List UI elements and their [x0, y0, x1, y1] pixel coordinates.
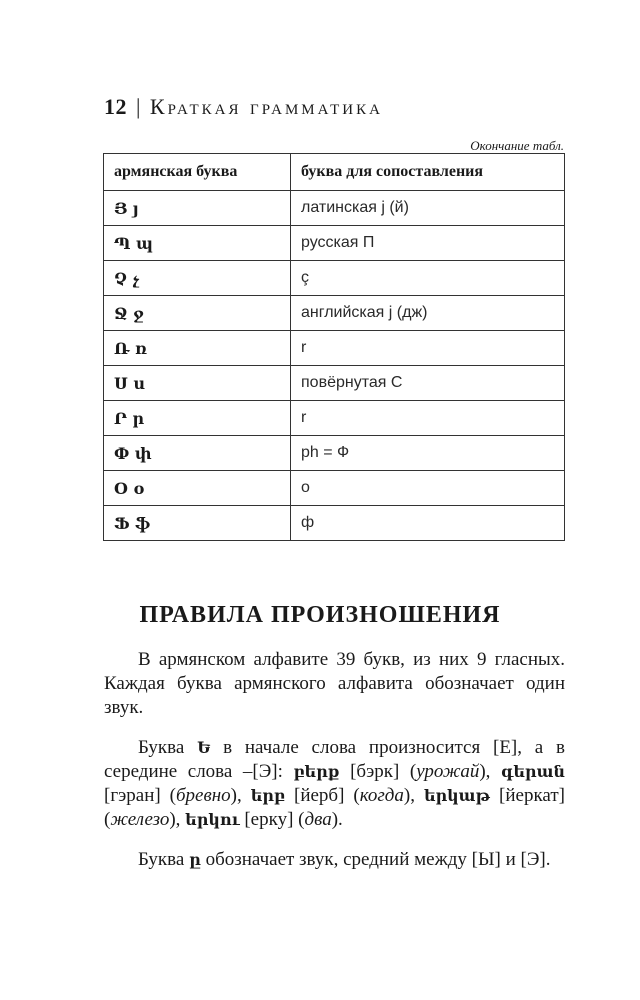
- armenian-letter-cell: Յ յ: [104, 191, 291, 226]
- running-head: [104, 94, 383, 120]
- text-run: [гэран] (: [104, 785, 176, 806]
- compare-letter-cell: r: [291, 401, 565, 436]
- text-run: в начале слова произносится [Е], а в середине слова –[Э]:: [104, 737, 566, 782]
- page-number: 12: [104, 94, 127, 119]
- armenian-letter-cell: Ռ ռ: [104, 331, 291, 366]
- text-run: обозначает звук, средний между [Ы] и [Э].: [200, 849, 551, 870]
- table-row: [104, 506, 565, 541]
- translation: когда: [359, 785, 404, 806]
- text-run: Буква: [138, 737, 198, 758]
- armenian-letter-cell: Ֆ ֆ: [104, 506, 291, 541]
- compare-letter-cell: ф: [291, 506, 565, 541]
- text-run: [ерку] (: [239, 809, 305, 830]
- compare-letter-cell: русская П: [291, 226, 565, 261]
- paragraph-text: В армянском алфавите 39 букв, из них 9 гласных. Каждая буква армянского алфавита обозначает один звук.: [104, 649, 565, 718]
- paragraph-letter-y: [104, 848, 565, 872]
- text-run: ),: [169, 809, 186, 830]
- text-run: Буква: [138, 849, 190, 870]
- text-run: [бэрк] (: [339, 761, 417, 782]
- text-run: ),: [403, 785, 424, 806]
- table-header-row: [104, 154, 565, 191]
- armenian-word: երկու: [185, 810, 240, 829]
- armenian-letter-cell: Ս ս: [104, 366, 291, 401]
- armenian-letter-cell: Օ օ: [104, 471, 291, 506]
- letters-table: [103, 153, 565, 541]
- compare-letter-cell: латинская j (й): [291, 191, 565, 226]
- table-row: [104, 261, 565, 296]
- table-row: [104, 471, 565, 506]
- table-row: [104, 366, 565, 401]
- paragraph-letter-e: [104, 736, 565, 832]
- translation: два: [304, 809, 332, 830]
- armenian-word: երբ: [250, 786, 286, 805]
- translation: железо: [110, 809, 170, 830]
- table-row: [104, 296, 565, 331]
- armenian-letter: ը: [189, 850, 201, 869]
- table-row: [104, 331, 565, 366]
- armenian-letter-cell: Պ պ: [104, 226, 291, 261]
- armenian-letter: Ե: [197, 738, 211, 757]
- table-continuation-note: Окончание табл.: [470, 138, 564, 153]
- text-run: ),: [230, 785, 251, 806]
- text-run: ),: [479, 761, 501, 782]
- column-header-armenian: армянская буква: [104, 154, 291, 191]
- armenian-letter-cell: Չ չ: [104, 261, 291, 296]
- armenian-word: բերք: [293, 762, 340, 781]
- table-row: [104, 226, 565, 261]
- text-run: [йерб] (: [285, 785, 360, 806]
- compare-letter-cell: английская j (дж): [291, 296, 565, 331]
- compare-letter-cell: r: [291, 331, 565, 366]
- compare-letter-cell: повёрнутая С: [291, 366, 565, 401]
- header-separator: |: [136, 94, 141, 119]
- compare-letter-cell: o: [291, 471, 565, 506]
- text-run: [йеркат] (: [104, 785, 566, 830]
- table-row: [104, 191, 565, 226]
- table-row: [104, 401, 565, 436]
- compare-letter-cell: ç: [291, 261, 565, 296]
- translation: бревно: [175, 785, 231, 806]
- compare-letter-cell: ph = Ф: [291, 436, 565, 471]
- table-row: [104, 436, 565, 471]
- book-title: Краткая грамматика: [149, 94, 383, 119]
- text-run: ).: [331, 809, 343, 830]
- armenian-letter-cell: Ր ր: [104, 401, 291, 436]
- armenian-letter-cell: Ջ ջ: [104, 296, 291, 331]
- armenian-word: երկաթ: [423, 786, 491, 805]
- translation: урожай: [416, 761, 480, 782]
- paragraph-alphabet: [104, 648, 565, 720]
- section-title: ПРАВИЛА ПРОИЗНОШЕНИЯ: [139, 602, 501, 628]
- armenian-letter-cell: Փ փ: [104, 436, 291, 471]
- armenian-word: գերան: [500, 762, 566, 781]
- column-header-compare: буква для сопоставления: [291, 154, 565, 191]
